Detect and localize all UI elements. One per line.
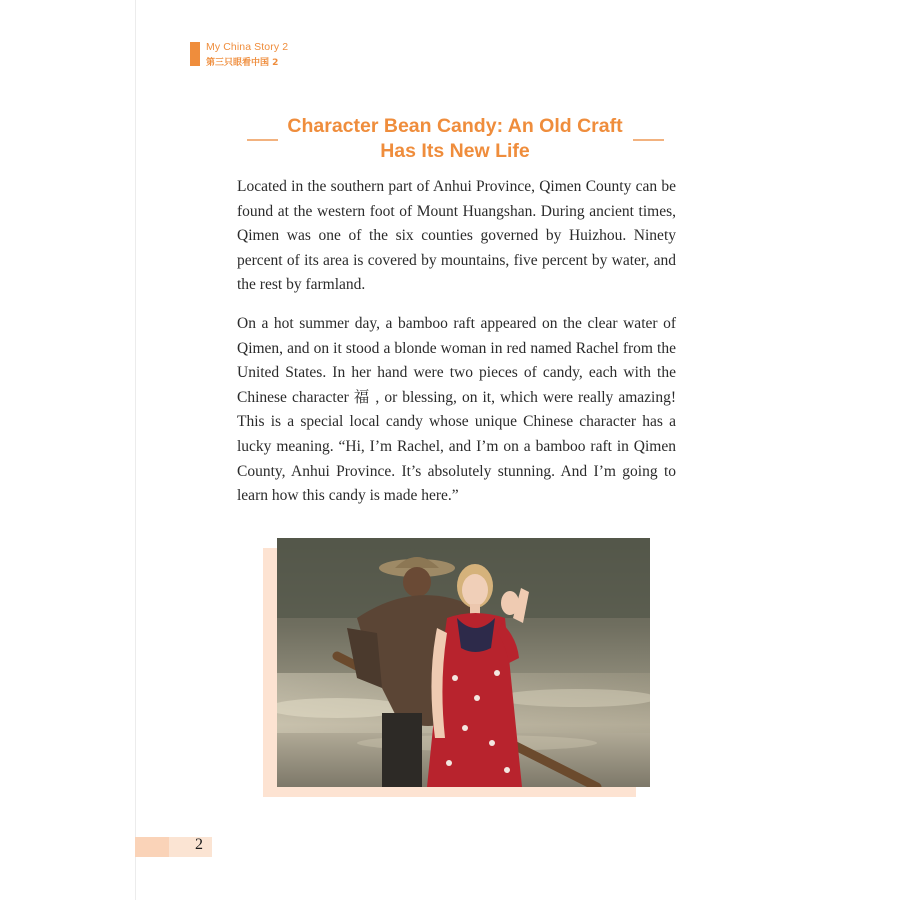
article-title [250,114,660,164]
series-title-en: My China Story 2 [206,41,289,53]
paragraph-1: Located in the southern part of Anhui Province, Qimen County can be found at the western foot of Mount Huangshan. During ancient times, Qimen was one of the six counties governed by Huizhou. Ninety percent of its area is covered by mountains, five percent by water, and the rest by farmland. [237,178,676,294]
paragraph-2: On a hot summer day, a bamboo raft appeared on the clear water of Qimen, and on it stood a blonde woman in red named Rachel from the United States. In her hand were two pieces of candy, each with the Chinese character 福 , or blessing, on it, which were really amazing! This is a special local candy whose unique Chinese character has a lucky meaning. “Hi, I’m Rachel, and I’m on a bamboo raft in Qimen County, Anhui Province. It’s absolutely stunning. And I’m going to learn how this candy is made here.” [237,315,676,505]
page-edge [135,0,136,900]
page-number: 2 [195,836,203,853]
header-accent-bar [190,42,200,66]
photo-rachel-on-raft [277,538,650,787]
article-title-line2: Has Its New Life [380,140,530,162]
article-title-line1: Character Bean Candy: An Old Craft [287,115,623,137]
series-title-cn: 第三只眼看中国 2 [206,58,279,68]
page-number-bar-accent [135,837,169,857]
